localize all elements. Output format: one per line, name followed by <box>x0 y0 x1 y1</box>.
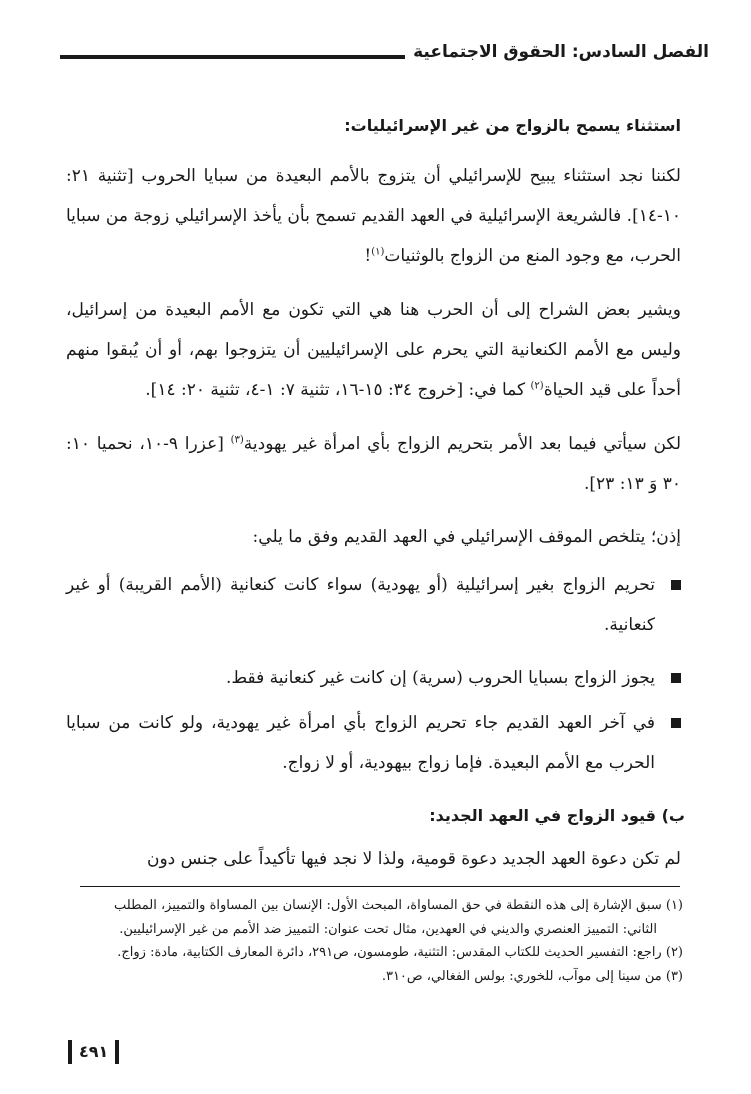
header-rule <box>60 55 405 59</box>
paragraph-3-citations: [عزرا ٩-١٠، نحميا ١٠: ٣٠ وَ ١٣: ٢٣]. <box>66 434 681 494</box>
list-item <box>66 658 681 698</box>
footnote-rule <box>80 886 680 887</box>
square-bullet-icon <box>671 580 681 590</box>
page-number-bar <box>115 1040 119 1064</box>
square-bullet-icon <box>671 673 681 683</box>
footnote-text: سبق الإشارة إلى هذه النقطة في حق المساواة، المبحث الأول: الإنسان بين المساواة والتمييز، المطلب <box>114 898 662 913</box>
footnotes <box>63 894 683 988</box>
footnote-ref-2[interactable]: (٢) <box>530 380 544 392</box>
paragraph-2-text: ويشير بعض الشراح إلى أن الحرب هنا هي التي تكون مع الأمم البعيدة من إسرائيل، وليس مع الأمم الكنعانية التي يحرم على الإسرائيليين أن يتزوجوا بهم، أو أن يُبقوا منهم أحداً على قيد الحياة <box>66 300 681 400</box>
footnote-number: (٢) <box>665 945 683 960</box>
footnote-2 <box>63 941 683 965</box>
list-item <box>66 703 681 783</box>
page-number: ٤٩١ <box>79 1042 109 1061</box>
paragraph-3-text: لكن سيأتي فيما بعد الأمر بتحريم الزواج بأي امرأة غير يهودية <box>243 434 681 454</box>
footnote-text: من سينا إلى موآب، للخوري: بولس الفغالي، ص٣١٠. <box>381 968 662 984</box>
footnote-3 <box>63 965 683 989</box>
footnote-ref-3[interactable]: (٣) <box>230 434 244 446</box>
page-number-bar <box>68 1040 72 1064</box>
square-bullet-icon <box>671 718 681 728</box>
paragraph-5: لم تكن دعوة العهد الجديد دعوة قومية، ولذا لا نجد فيها تأكيداً على جنس دون <box>146 849 681 869</box>
footnote-1 <box>63 894 683 918</box>
chapter-title: الفصل السادس: الحقوق الاجتماعية <box>413 42 709 62</box>
paragraph-1-end: ! <box>364 246 372 266</box>
footnote-number: (٣) <box>665 968 683 984</box>
paragraph-2 <box>66 290 681 410</box>
footnote-1-continued: الثاني: التمييز العنصري والديني في العهدين، مثال تحت عنوان: التمييز ضد الأمم من غير الإسرائيليين. <box>119 921 657 937</box>
list-item-text: يجوز الزواج بسبايا الحروب (سرية) إن كانت غير كنعانية فقط. <box>226 668 655 688</box>
list-item-text: في آخر العهد القديم جاء تحريم الزواج بأي امرأة غير يهودية، ولو كانت من سبايا الحرب مع الأمم البعيدة. فإما زواج بيهودية، أو لا زواج. <box>66 713 655 773</box>
paragraph-1 <box>66 156 681 276</box>
paragraph-3 <box>66 424 681 504</box>
paragraph-2-citations: كما في: [خروج ٣٤: ١٥-١٦، تثنية ٧: ١-٤، تثنية ٢٠: ١٤]. <box>145 380 531 400</box>
list-item-text: تحريم الزواج بغير إسرائيلية (أو يهودية) سواء كانت كنعانية (الأمم القريبة) أو غير كنعانية. <box>66 575 655 635</box>
footnote-ref-1[interactable]: (١) <box>371 246 385 258</box>
section-heading-exception: استثناء يسمح بالزواج من غير الإسرائيليات: <box>344 116 681 135</box>
page-number-box <box>68 1040 119 1064</box>
footnote-text: راجع: التفسير الحديث للكتاب المقدس: التثنية، طومسون، ص٢٩١، دائرة المعارف الكتابية، مادة: زواج. <box>117 945 662 960</box>
running-header <box>60 42 709 70</box>
paragraph-1-text: لكننا نجد استثناء يبيح للإسرائيلي أن يتزوج بالأمم البعيدة من سبايا الحروب [تثنية ٢١: ١٠-١٤]. فالشريعة الإسرائيلية في العهد القديم تسمح بأن يأخذ الإسرائيلي زوجة من سبايا الحرب، مع وجود المنع من الزواج بالوثنيات <box>66 166 681 266</box>
footnote-number: (١) <box>665 898 683 913</box>
paragraph-4: إذن؛ يتلخص الموقف الإسرائيلي في العهد القديم وفق ما يلي: <box>252 527 681 547</box>
list-item <box>66 565 681 645</box>
section-heading-new-testament: ب) قيود الزواج في العهد الجديد: <box>429 806 685 825</box>
